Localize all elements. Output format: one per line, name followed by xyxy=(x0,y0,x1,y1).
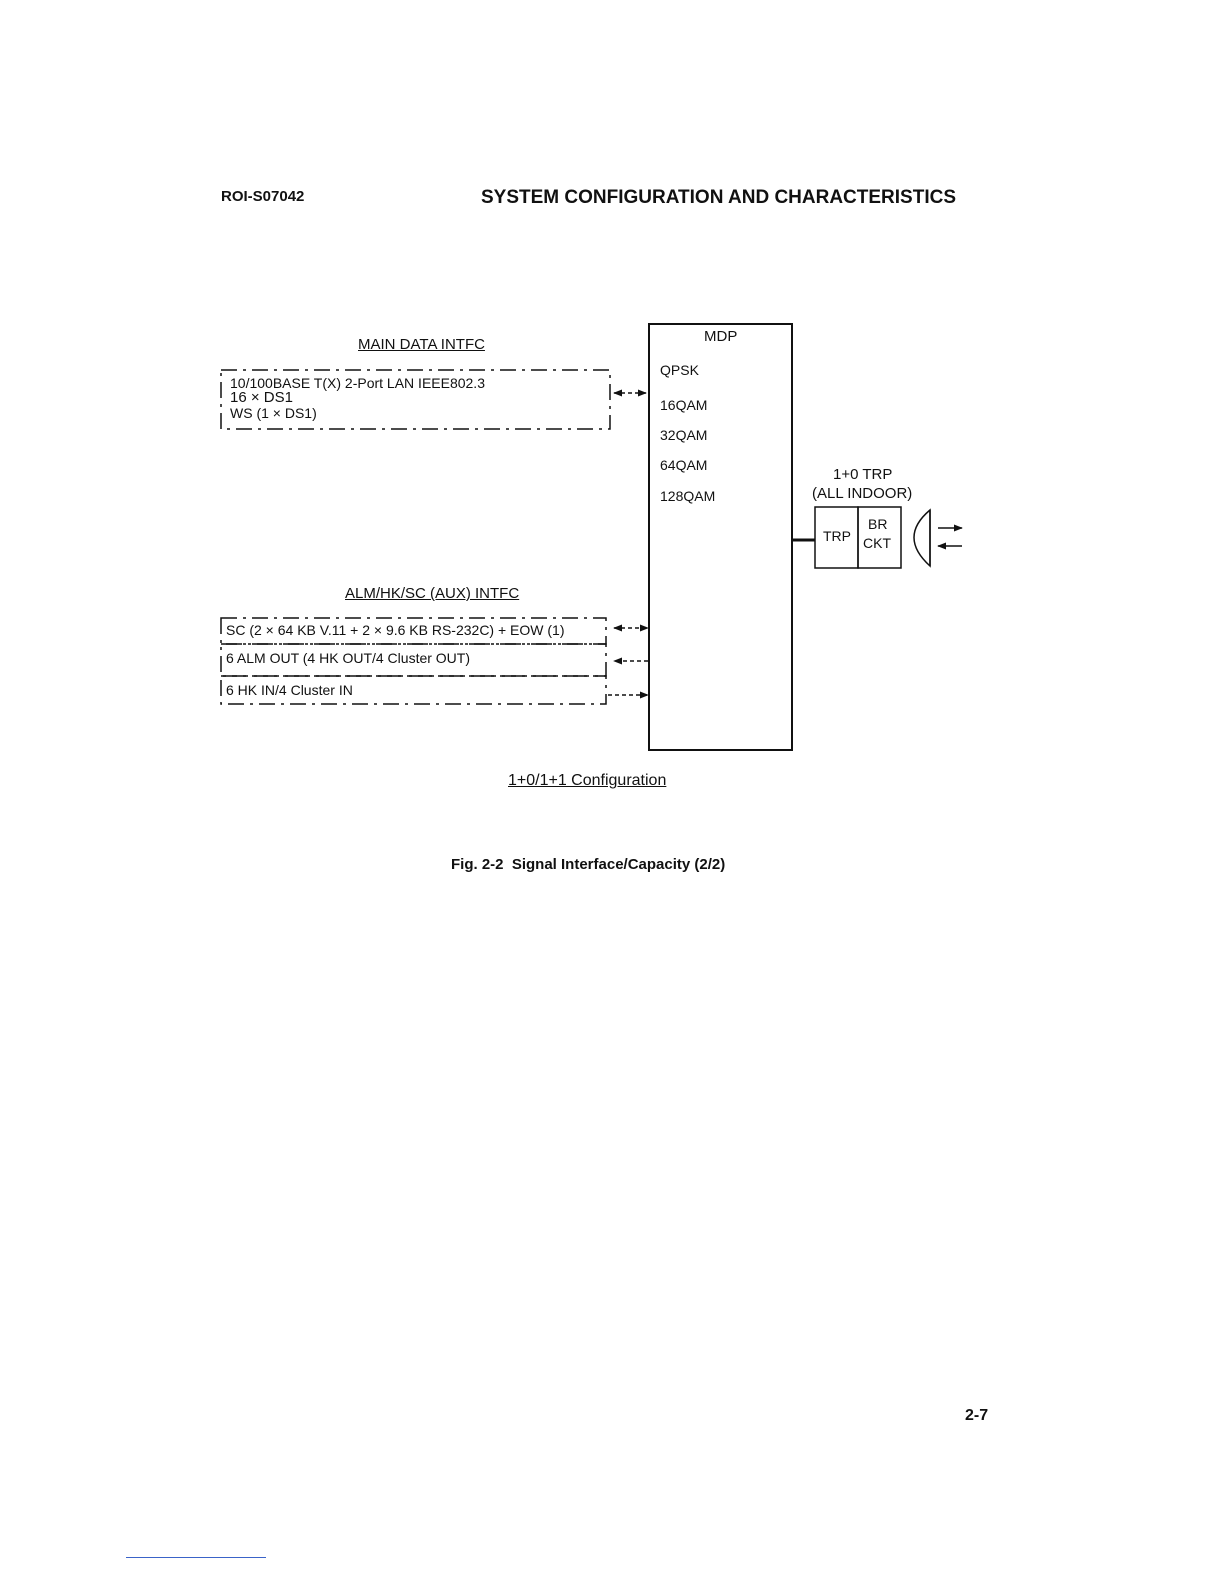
mdp-mod-64qam: 64QAM xyxy=(660,457,708,473)
document-id: ROI-S07042 xyxy=(221,188,305,205)
aux-intfc-title: ALM/HK/SC (AUX) INTFC xyxy=(345,585,520,602)
main-intfc-line-2: 16 × DS1 xyxy=(230,389,293,406)
aux-row-1-label: SC (2 × 64 KB V.11 + 2 × 9.6 KB RS-232C) + EOW (1) xyxy=(226,622,565,638)
mdp-mod-32qam: 32QAM xyxy=(660,427,708,443)
antenna-icon xyxy=(914,510,930,566)
mdp-box xyxy=(649,324,792,750)
br-label: BR xyxy=(868,516,888,532)
main-intfc-title: MAIN DATA INTFC xyxy=(358,336,485,353)
aux-row-2-label: 6 ALM OUT (4 HK OUT/4 Cluster OUT) xyxy=(226,650,471,666)
main-intfc-line-1: 10/100BASE T(X) 2-Port LAN IEEE802.3 xyxy=(230,375,485,391)
trp-label: TRP xyxy=(823,528,851,544)
mdp-mod-128qam: 128QAM xyxy=(660,488,716,504)
config-caption: 1+0/1+1 Configuration xyxy=(508,772,667,789)
mdp-mod-16qam: 16QAM xyxy=(660,397,708,413)
figure-caption: Fig. 2-2 Signal Interface/Capacity (2/2) xyxy=(451,856,726,873)
mdp-title: MDP xyxy=(704,328,738,345)
page-number: 2-7 xyxy=(965,1407,989,1424)
aux-row-3-label: 6 HK IN/4 Cluster IN xyxy=(226,682,353,698)
ckt-label: CKT xyxy=(863,535,891,551)
footnote-divider xyxy=(126,1557,266,1558)
mdp-mod-qpsk: QPSK xyxy=(660,362,699,378)
section-title: SYSTEM CONFIGURATION AND CHARACTERISTICS xyxy=(481,187,956,208)
trp-group-label: 1+0 TRP xyxy=(833,466,893,483)
trp-group-sublabel: (ALL INDOOR) xyxy=(812,485,913,502)
main-intfc-line-3: WS (1 × DS1) xyxy=(230,405,317,421)
